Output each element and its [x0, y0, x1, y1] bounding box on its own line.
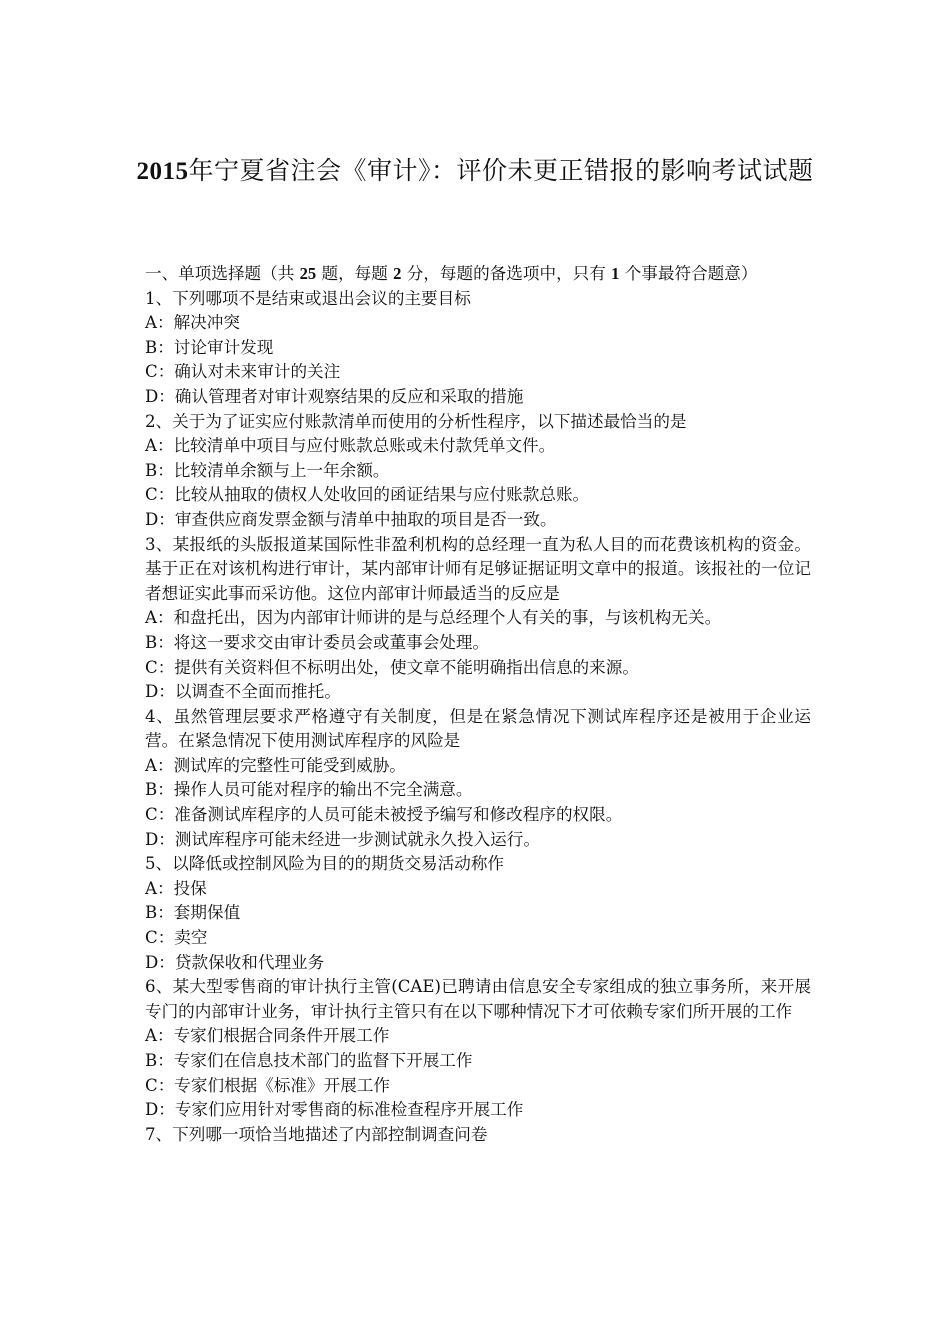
title-text: 年宁夏省注会《审计》：评价未更正错报的影响考试试题 [188, 155, 814, 185]
option-a: A：解决冲突 [145, 313, 240, 333]
document-body [145, 262, 811, 1147]
correct-option-count: 1 [611, 264, 620, 283]
question-list [145, 287, 811, 1148]
question-stem: 6、某大型零售商的审计执行主管(CAE)已聘请由信息安全专家组成的独立事务所，来开展专门的内部审计业务，审计执行主管只有在以下哪种情况下才可依赖专家们所开展的工作 [145, 977, 811, 1021]
option-b: B：比较清单余额与上一年余额。 [145, 460, 390, 480]
option-a: A：测试库的完整性可能受到威胁。 [145, 755, 406, 775]
option-b: B：操作人员可能对程序的输出不完全满意。 [145, 780, 473, 800]
score-per-question: 2 [393, 264, 402, 283]
section-heading-suffix: 个事最符合题意） [619, 264, 758, 283]
option-b: B：将这一要求交由审计委员会或董事会处理。 [145, 632, 490, 652]
question-stem: 3、某报纸的头版报道某国际性非盈利机构的总经理一直为私人目的而花费该机构的资金。基于正在对该机构进行审计，某内部审计师有足够证据证明文章中的报道。该报社的一位记者想证实此事而采访他。这位内部审计师最适当的反应是 [145, 534, 811, 603]
option-a: A：和盘托出，因为内部审计师讲的是与总经理个人有关的事，与该机构无关。 [145, 608, 722, 628]
option-c: C：提供有关资料但不标明出处，使文章不能明确指出信息的来源。 [145, 657, 639, 677]
question-stem: 5、以降低或控制风险为目的的期货交易活动称作 [145, 854, 505, 874]
option-b: B：专家们在信息技术部门的监督下开展工作 [145, 1051, 473, 1070]
question-stem: 1、下列哪项不是结束或退出会议的主要目标 [145, 288, 471, 308]
option-d: D：以调查不全面而推托。 [145, 682, 341, 702]
question-count: 25 [299, 264, 317, 283]
section-heading-prefix: 一、单项选择题（共 [145, 264, 300, 283]
option-d: D：审查供应商发票金额与清单中抽取的项目是否一致。 [145, 509, 557, 529]
option-b: B：讨论审计发现 [145, 337, 274, 357]
option-a: A：比较清单中项目与应付账款总账或未付款凭单文件。 [145, 436, 556, 456]
option-d: D：贷款保收和代理业务 [145, 952, 325, 972]
option-a: A：投保 [145, 878, 207, 898]
question-stem: 4、虽然管理层要求严格遵守有关制度，但是在紧急情况下测试库程序还是被用于企业运营。在紧急情况下使用测试库程序的风险是 [145, 706, 811, 751]
question-stem: 7、下列哪一项恰当地描述了内部控制调查问卷 [145, 1124, 488, 1144]
option-c: C：卖空 [145, 928, 208, 948]
option-d: D：确认管理者对审计观察结果的反应和采取的措施 [145, 386, 524, 406]
section-heading-mid1: 题，每题 [316, 264, 394, 283]
option-b: B：套期保值 [145, 903, 241, 923]
option-c: C：准备测试库程序的人员可能未被授予编写和修改程序的权限。 [145, 805, 623, 825]
option-d: D：测试库程序可能未经进一步测试就永久投入运行。 [145, 829, 540, 849]
section-heading-mid2: 分，每题的备选项中，只有 [401, 264, 612, 283]
option-c: C：专家们根据《标准》开展工作 [145, 1075, 391, 1095]
title-year: 2015 [136, 157, 189, 185]
section-heading [145, 262, 811, 287]
question-stem: 2、关于为了证实应付账款清单而使用的分析性程序，以下描述最恰当的是 [145, 411, 687, 431]
option-a: A：专家们根据合同条件开展工作 [145, 1026, 390, 1046]
page-title [130, 147, 820, 196]
option-d: D：专家们应用针对零售商的标准检查程序开展工作 [145, 1100, 524, 1120]
option-c: C：确认对未来审计的关注 [145, 362, 341, 382]
option-c: C：比较从抽取的债权人处收回的函证结果与应付账款总账。 [145, 485, 590, 505]
